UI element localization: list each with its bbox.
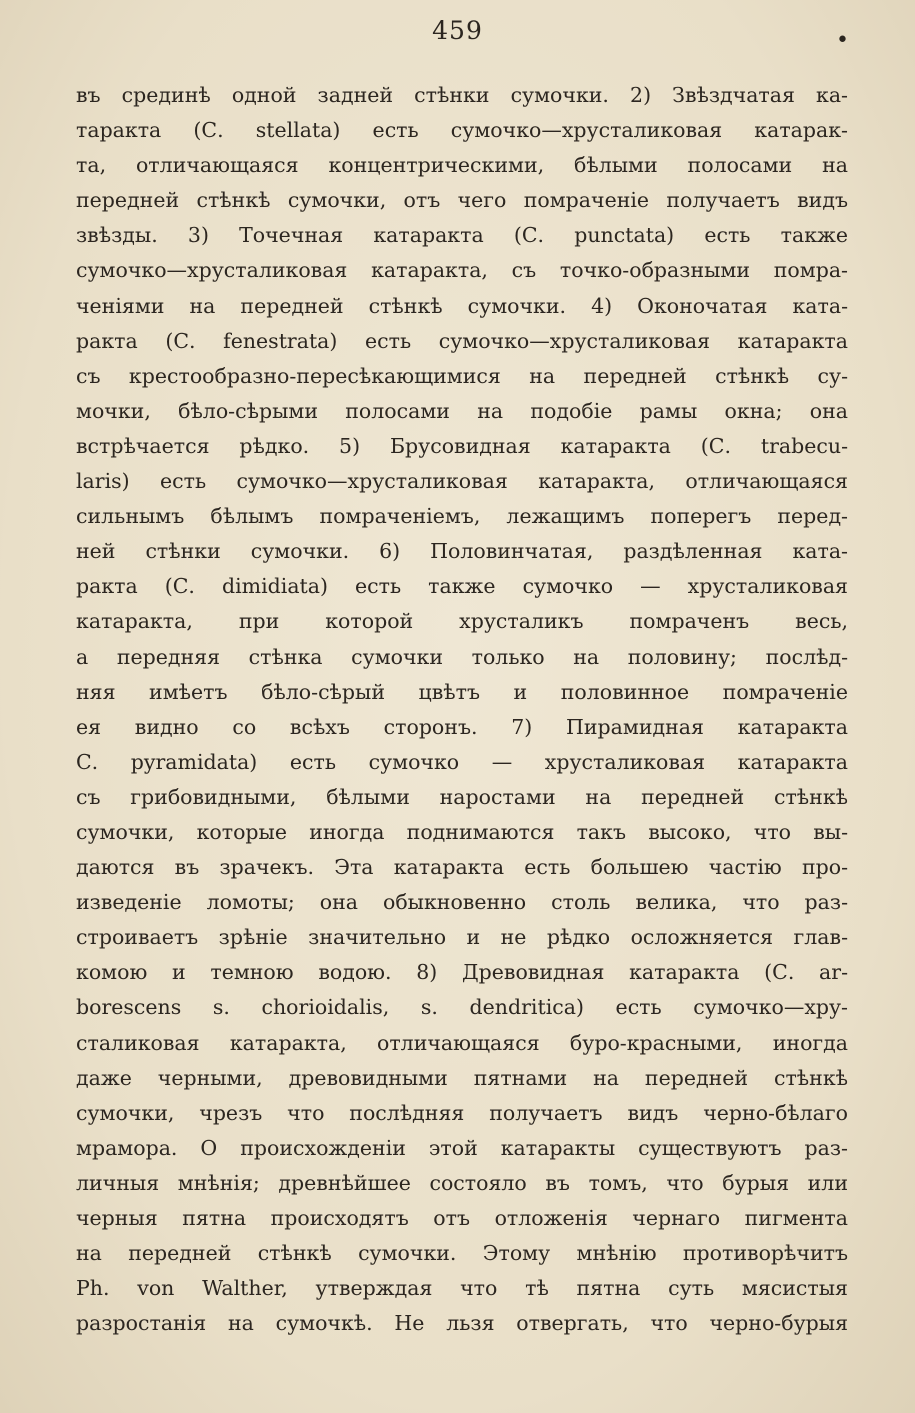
text-line: сильнымъ бѣлымъ помраченіемъ, лежащимъ поперегъ перед- bbox=[76, 504, 848, 529]
text-line: ракта (С. dimidiata) есть также сумочко — хрусталиковая bbox=[76, 574, 848, 599]
text-line: Ph. von Walther, утверждая что тѣ пятна суть мясистыя bbox=[76, 1276, 848, 1301]
text-line: комою и темною водою. 8) Древовидная катаракта (С. ar- bbox=[76, 960, 848, 985]
text-line: ченіями на передней стѣнкѣ сумочки. 4) Оконочатая ката- bbox=[76, 293, 848, 318]
text-line: звѣзды. 3) Точечная катаракта (С. punctata) есть также bbox=[76, 223, 848, 248]
text-line: встрѣчается рѣдко. 5) Брусовидная катаракта (С. trabecu- bbox=[76, 433, 848, 458]
text-line: сумочки, которые иногда поднимаются такъ высоко, что вы- bbox=[76, 819, 848, 844]
body-text bbox=[76, 78, 848, 1341]
text-line: С. pyramidata) есть сумочко — хрусталиковая катаракта bbox=[76, 749, 848, 774]
text-line: съ крестообразно-пересѣкающимися на передней стѣнкѣ су- bbox=[76, 363, 848, 388]
text-line: съ грибовидными, бѣлыми наростами на передней стѣнкѣ bbox=[76, 784, 848, 809]
text-line: мочки, бѣло-сѣрыми полосами на подобіе рамы окна; она bbox=[76, 398, 848, 423]
text-line: laris) есть сумочко—хрусталиковая катаракта, отличающаяся bbox=[76, 469, 848, 494]
text-line: та, отличающаяся концентрическими, бѣлыми полосами на bbox=[76, 153, 848, 178]
text-line: сталиковая катаракта, отличающаяся буро-красными, иногда bbox=[76, 1030, 848, 1055]
text-line: личныя мнѣнія; древнѣйшее состояло въ томъ, что бурыя или bbox=[76, 1170, 848, 1195]
text-line: borescens s. chorioidalis, s. dendritica) есть сумочко—хру- bbox=[76, 995, 848, 1020]
text-line: ея видно со всѣхъ сторонъ. 7) Пирамидная катаракта bbox=[76, 714, 848, 739]
text-line: няя имѣетъ бѣло-сѣрый цвѣтъ и половинное помраченіе bbox=[76, 679, 848, 704]
text-line: на передней стѣнкѣ сумочки. Этому мнѣнію противорѣчитъ bbox=[76, 1241, 848, 1266]
text-line: даже черными, древовидными пятнами на передней стѣнкѣ bbox=[76, 1065, 848, 1090]
text-line: сумочки, чрезъ что послѣдняя получаетъ видъ черно-бѣлаго bbox=[76, 1100, 848, 1125]
text-line: ней стѣнки сумочки. 6) Половинчатая, раздѣленная ката- bbox=[76, 539, 848, 564]
page-ornament: • bbox=[836, 28, 849, 53]
text-line: въ срединѣ одной задней стѣнки сумочки. 2) Звѣздчатая ка- bbox=[76, 83, 848, 107]
text-line: строиваетъ зрѣніе значительно и не рѣдко осложняется глав- bbox=[76, 925, 848, 950]
text-line: изведеніе ломоты; она обыкновенно столь велика, что раз- bbox=[76, 890, 848, 915]
text-line: черныя пятна происходятъ отъ отложенія чернаго пигмента bbox=[76, 1206, 848, 1230]
text-line: даются въ зрачекъ. Эта катаракта есть большею частію про- bbox=[76, 855, 848, 880]
text-line: катаракта, при которой хрусталикъ помраченъ весь, bbox=[76, 609, 848, 634]
page-number: 459 bbox=[432, 16, 483, 45]
text-line: таракта (С. stellata) есть сумочко—хрусталиковая катарак- bbox=[76, 118, 848, 143]
text-line: а передняя стѣнка сумочки только на половину; послѣд- bbox=[76, 644, 848, 669]
text-line: сумочко—хрусталиковая катаракта, съ точко-образными помра- bbox=[76, 258, 848, 283]
text-line: мрамора. О происхожденіи этой катаракты существуютъ раз- bbox=[76, 1135, 848, 1160]
text-line: передней стѣнкѣ сумочки, отъ чего помраченіе получаетъ видъ bbox=[76, 188, 848, 213]
text-line: разростанія на сумочкѣ. Не льзя отвергать, что черно-бурыя bbox=[76, 1311, 848, 1336]
text-line: ракта (С. fenestrata) есть сумочко—хрусталиковая катаракта bbox=[76, 328, 848, 353]
